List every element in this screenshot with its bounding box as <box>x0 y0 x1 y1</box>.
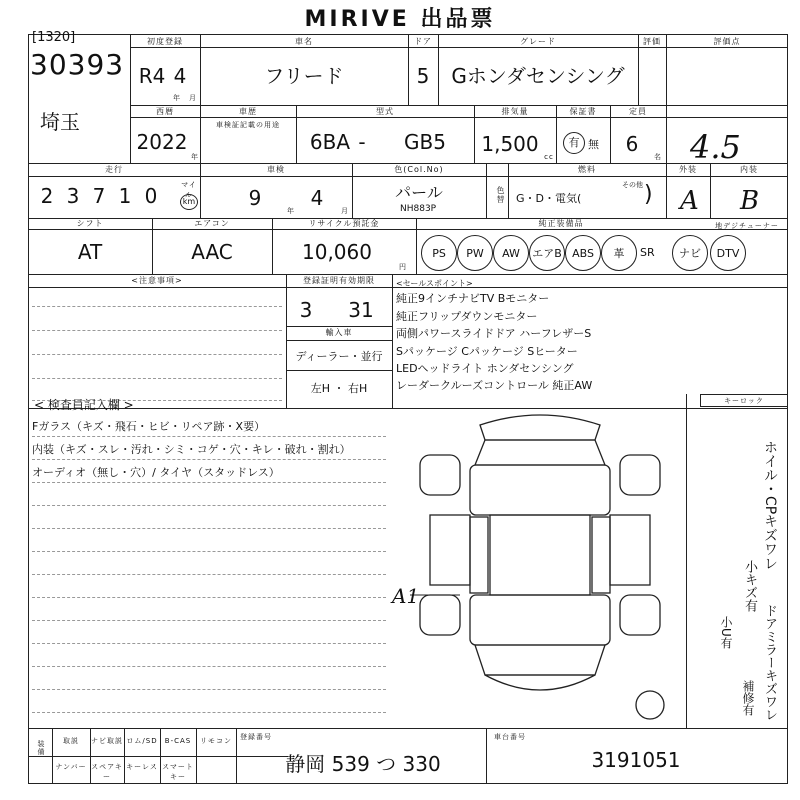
inspector-line: オーディオ（無し・穴）/ タイヤ（スタッドレス） <box>32 466 280 479</box>
side-note: ドアミラーキズワレ <box>762 604 777 721</box>
mileage-digit: 3 <box>66 184 80 208</box>
fuel-other: その他 <box>622 181 643 189</box>
mileage-digit: 1 <box>118 184 132 208</box>
sales-point: Sパッケージ Cパッケージ Sヒーター <box>396 345 578 358</box>
side-note: ホイル・CPキズワレ <box>762 440 778 571</box>
color-label: 色(Col.No) <box>394 165 444 174</box>
model-prefix: 6BA <box>309 130 351 154</box>
equip-dtv: DTV <box>710 235 746 271</box>
footer-item: 取説 <box>63 737 79 745</box>
side-note: 小キズ有 <box>742 560 757 612</box>
chassis-number: 3191051 <box>591 748 681 772</box>
shift-label: シフト <box>76 219 104 228</box>
reg-deadline-label: 登録証明有効期限 <box>303 276 375 285</box>
mileage-unit-mile: マイル <box>181 181 197 199</box>
mileage-digit: 2 <box>40 184 54 208</box>
model-code: GB5 <box>404 130 446 154</box>
grade: Gホンダセンシング <box>451 64 625 88</box>
history-label: 車歴 <box>239 107 257 116</box>
import-value: ディーラー・並行 <box>295 350 383 363</box>
sales-point: 純正9インチナビTV Bモニター <box>396 292 550 305</box>
footer-item: ロム/SD <box>126 737 158 745</box>
footer-item: ナンバー <box>55 763 87 771</box>
inspector-line: Fガラス（キズ・飛石・ヒビ・リペア跡・X要） <box>32 420 266 433</box>
door-count: 5 <box>416 64 430 88</box>
caution-label: <注意事項> <box>131 276 183 285</box>
car-name-label: 車名 <box>295 37 313 46</box>
displacement: 1,500 <box>481 132 539 156</box>
car-damage-diagram <box>410 405 670 725</box>
score-label: 評価点 <box>713 37 741 46</box>
handle-side: 左H ・ 右H <box>310 382 368 395</box>
warranty-label: 保証書 <box>569 107 597 116</box>
history-note: 車検証記載の用途 <box>216 121 280 129</box>
inspection-year: 9 <box>248 186 262 210</box>
grade-label: グレード <box>520 37 556 46</box>
color: パール <box>395 183 443 202</box>
footer-item: ナビ取説 <box>91 737 123 745</box>
recycle-fee: 10,060 <box>302 240 372 264</box>
import-label: 輸入車 <box>325 328 353 337</box>
mileage-digit: 0 <box>144 184 158 208</box>
sales-point: 両側パワースライドドア ハーフレザーS <box>396 327 592 340</box>
fuel-label: 燃料 <box>578 165 596 174</box>
warranty-yes: 有 <box>563 132 585 154</box>
equip-abs: ABS <box>565 235 601 271</box>
interior-grade: B <box>740 186 760 216</box>
footer-item: スマートキー <box>162 763 194 781</box>
dtv-tuner-label: 地デジチューナー <box>715 222 779 230</box>
inspection-month-unit: 月 <box>341 207 349 215</box>
color-code: NH883P <box>400 204 437 214</box>
month-unit: 月 <box>189 94 197 102</box>
keylock-label: キーロック <box>724 397 764 405</box>
sales-point: LEDヘッドライト ホンダセンシング <box>396 362 574 375</box>
year-label: 西暦 <box>156 107 174 116</box>
model-label: 型式 <box>376 107 394 116</box>
equip-ps: PS <box>421 235 457 271</box>
footer-item: スペアキー <box>91 763 123 781</box>
shift: AT <box>77 240 103 264</box>
equip-airbag: エアB <box>529 235 565 271</box>
score-top-label: 評価 <box>643 37 661 46</box>
sales-label: <セールスポイント> <box>396 279 473 288</box>
seats-label: 定員 <box>629 107 647 116</box>
seats: 6 <box>625 132 639 156</box>
year-unit-2: 年 <box>191 153 199 161</box>
fuel-options: G・D・電気( <box>516 192 582 205</box>
first-registration-month: 4 <box>173 64 187 88</box>
plate-number: 静岡 539 つ 330 <box>285 752 441 776</box>
side-note: 小U有 <box>719 616 733 649</box>
page-title: MIRIVE 出品票 <box>304 7 496 32</box>
door-label: ドア <box>414 37 432 46</box>
footer-item: B-CAS <box>164 737 192 745</box>
interior-label: 内装 <box>740 165 758 174</box>
equip-aw: AW <box>493 235 529 271</box>
seats-unit: 名 <box>654 153 662 161</box>
equip-sunroof: SR <box>640 246 655 259</box>
mileage-unit-km: km <box>180 194 198 210</box>
reg-deadline-day: 31 <box>348 298 374 322</box>
fuel-close: ) <box>644 182 653 207</box>
mileage-label: 走行 <box>105 165 123 174</box>
cc-unit: cc <box>544 153 554 161</box>
footer-item: キーレス <box>126 763 158 771</box>
side-note: 補修有 <box>741 680 755 716</box>
inspector-line: 内装（キズ・スレ・汚れ・シミ・コゲ・穴・キレ・破れ・割れ） <box>32 443 351 456</box>
equip-navi: ナビ <box>672 235 708 271</box>
model-dash: - <box>358 130 366 154</box>
reg-deadline-month: 3 <box>299 298 313 322</box>
displacement-label: 排気量 <box>501 107 529 116</box>
inspection-month: 4 <box>310 186 324 210</box>
sales-point: 純正フリップダウンモニター <box>396 310 538 323</box>
lot-number: 30393 <box>30 48 125 81</box>
inspection-label: 車検 <box>267 165 285 174</box>
region: 埼玉 <box>40 110 80 134</box>
car-name: フリード <box>264 64 344 88</box>
first-registration-era: R4 <box>138 64 166 88</box>
chassis-label: 車台番号 <box>494 733 526 741</box>
exterior-grade: A <box>680 186 699 216</box>
lot-bracket-number: [1320] <box>32 30 76 45</box>
warranty-no: 無 <box>588 138 599 151</box>
model-year: 2022 <box>136 130 188 154</box>
equipment-label: 純正装備品 <box>538 219 584 228</box>
plate-label: 登録番号 <box>240 733 272 741</box>
inspector-label: < 検査員記入欄 > <box>34 398 134 412</box>
year-unit: 年 <box>173 94 181 102</box>
damage-mark-a1: A1 <box>392 584 420 608</box>
equip-pw: PW <box>457 235 493 271</box>
mileage-digits <box>34 184 164 208</box>
equip-leather: 革 <box>601 235 637 271</box>
mileage-digit: 7 <box>92 184 106 208</box>
score-handwritten: 4.5 <box>690 128 741 166</box>
ac-label: エアコン <box>194 219 230 228</box>
first-registration-label: 初度登録 <box>147 37 183 46</box>
recycle-label: リサイクル預託金 <box>308 219 380 228</box>
ac: AAC <box>191 240 233 264</box>
exterior-label: 外装 <box>679 165 697 174</box>
footer-item: リモコン <box>200 737 232 745</box>
color-change-label: 色替 <box>496 186 505 204</box>
footer-equip-label: 装備 <box>37 740 45 756</box>
sales-point: レーダークルーズコントロール 純正AW <box>396 379 593 392</box>
recycle-unit: 円 <box>399 263 407 271</box>
inspection-year-unit: 年 <box>287 207 295 215</box>
